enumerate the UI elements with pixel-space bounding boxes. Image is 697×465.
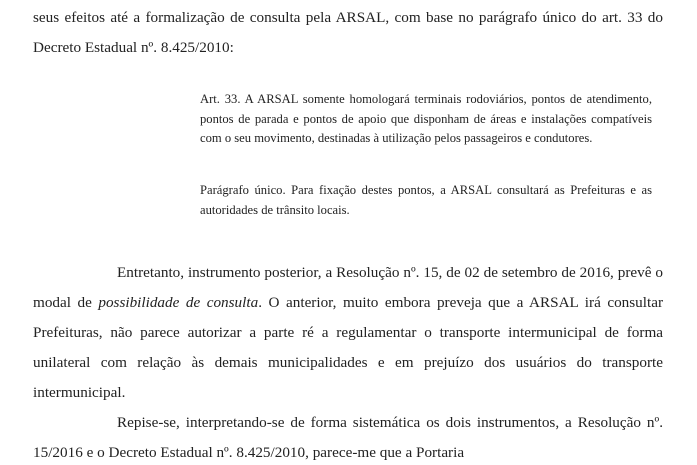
paragraph-resolution-end: . O anterior, muito embora preveja que a ARSAL irá consultar Prefeituras, não parece autorizar a parte ré a regulamentar o transporte intermunicipal de forma unilateral com relação às demais municipalidades e em prejuízo dos usuários do transporte intermunicipal. xyxy=(33,294,664,401)
paragraph-systematic: Repise-se, interpretando-se de forma sistemática os dois instrumentos, a Resolução nº. 15/2016 e o Decreto Estadual nº. 8.425/2010, parece-me que a Portaria xyxy=(33,414,663,461)
paragraph-intro: seus efeitos até a formalização de consulta pela ARSAL, com base no parágrafo único do art. 33 do Decreto Estadual nº. 8.425/2010: xyxy=(33,9,663,56)
paragraph-resolution-start: Entretanto, instrumento posterior, a Resolução nº. 15, de 02 de setembro de 2016, prevê o modal de xyxy=(33,264,663,311)
quote-article-33: Art. 33. A ARSAL somente homologará terminais rodoviários, pontos de atendimento, pontos de parada e pontos de apoio que disponham de áreas e instalações compatíveis com o seu movimento, destinadas à utilização pelos passageiros e condutores. xyxy=(200,92,652,145)
quote-sole-paragraph: Parágrafo único. Para fixação destes pontos, a ARSAL consultará as Prefeituras e as autoridades de trânsito locais. xyxy=(200,183,652,217)
paragraph-resolution xyxy=(33,258,663,408)
emphasis-text: possibilidade de consulta xyxy=(98,294,259,311)
